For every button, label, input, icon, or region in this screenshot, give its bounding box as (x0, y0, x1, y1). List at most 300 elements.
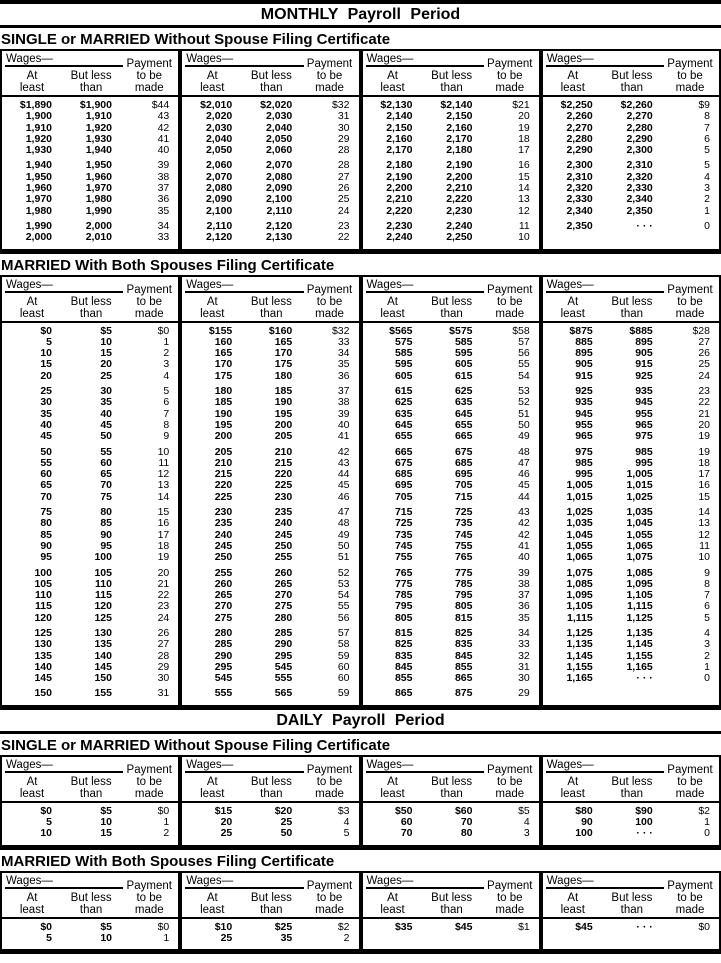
column-body (363, 919, 539, 938)
but-less-cell: $25 (274, 920, 293, 933)
at-least-cell: 1,910 (25, 121, 52, 134)
payment-header-label: Payment (126, 763, 172, 776)
payment-cell: 34 (518, 626, 530, 639)
table-row (2, 348, 178, 359)
to-be-made-header: to be made (134, 891, 164, 916)
payment-cell: 40 (337, 418, 350, 431)
payment-cell: 45 (518, 479, 530, 492)
at-least-header: At least (200, 295, 225, 320)
row-group (363, 447, 539, 503)
wage-subheaders (185, 773, 303, 800)
at-least-cell: 2,290 (566, 144, 593, 157)
at-least-cell: 10 (40, 347, 52, 360)
but-less-than-header: But less than (250, 891, 292, 916)
payment-cell: 29 (518, 687, 530, 700)
at-least-cell: $875 (569, 324, 593, 337)
payment-cell: 36 (337, 369, 350, 382)
but-less-cell: 235 (274, 506, 293, 519)
but-less-cell: 115 (95, 589, 112, 602)
to-be-made-header: to be made (315, 891, 344, 916)
at-least-cell: 175 (214, 369, 233, 382)
at-least-cell: 835 (394, 649, 413, 662)
but-less-cell: 725 (454, 506, 473, 519)
payment-cell: 17 (518, 144, 530, 157)
but-less-cell: 1,045 (626, 517, 653, 530)
payment-cell: 1 (163, 335, 170, 348)
but-less-cell: 855 (454, 660, 473, 673)
at-least-cell: 170 (214, 358, 233, 371)
but-less-cell: 995 (635, 456, 653, 469)
payment-cell: 0 (704, 827, 710, 840)
at-least-cell: $155 (208, 324, 233, 337)
payment-cell: 5 (704, 144, 710, 157)
table-row (543, 639, 719, 650)
table-row (2, 628, 178, 639)
payment-cell: 10 (518, 231, 530, 244)
payment-cell: 17 (157, 528, 170, 541)
payment-cell: 20 (518, 110, 530, 123)
but-less-cell: 80 (100, 506, 112, 519)
wage-column-group (539, 277, 719, 705)
but-less-cell: 735 (454, 517, 473, 530)
payment-cell: 23 (157, 600, 170, 613)
at-least-cell: 1,095 (566, 589, 593, 602)
but-less-cell: 1,025 (626, 490, 653, 503)
payment-cell: 4 (704, 626, 710, 639)
table-row (363, 232, 539, 243)
at-least-cell: 685 (394, 468, 413, 481)
at-least-cell: 1,980 (25, 204, 52, 217)
to-be-made-header: to be made (134, 295, 164, 320)
but-less-cell: 775 (454, 566, 473, 579)
table-row (543, 409, 719, 420)
but-less-cell: · · · (636, 920, 653, 933)
row-group (2, 326, 178, 382)
wage-column-group (2, 277, 178, 705)
column-body (363, 97, 539, 249)
at-least-header: At least (200, 70, 225, 94)
table-row (363, 922, 539, 933)
at-least-cell: 2,280 (566, 132, 593, 145)
column-header (2, 51, 178, 97)
to-be-made-header: to be made (675, 295, 705, 320)
but-less-cell: 925 (635, 369, 653, 382)
table-row (363, 552, 539, 563)
table-row (182, 431, 358, 442)
at-least-cell: 905 (575, 358, 593, 371)
at-least-cell: 160 (214, 335, 233, 348)
payment-cell: 52 (337, 566, 350, 579)
table-row (363, 386, 539, 397)
table-row (543, 601, 719, 612)
payment-cell: 55 (518, 358, 530, 371)
payment-cell: 1 (163, 816, 170, 829)
at-least-cell: 985 (575, 456, 593, 469)
payment-cell: 42 (157, 121, 170, 134)
but-less-cell: 1,075 (626, 551, 653, 564)
but-less-cell: 205 (274, 430, 293, 443)
at-least-cell: 100 (575, 827, 593, 840)
payment-cell: 12 (518, 204, 530, 217)
at-least-cell: 190 (214, 407, 233, 420)
payment-cell: 24 (157, 611, 170, 624)
but-less-cell: 565 (274, 687, 293, 700)
payment-cell: 13 (157, 479, 170, 492)
payment-cell: 11 (518, 219, 530, 232)
payment-cell: 30 (337, 121, 350, 134)
but-less-cell: 145 (94, 660, 112, 673)
table-row (2, 492, 178, 503)
but-less-cell: 80 (460, 827, 473, 840)
at-least-cell: $35 (394, 920, 413, 933)
table-row (2, 337, 178, 348)
at-least-cell: $0 (40, 920, 52, 933)
at-least-cell: 10 (40, 827, 52, 840)
table-row (363, 673, 539, 684)
row-group (543, 922, 719, 933)
row-group (182, 568, 358, 624)
at-least-cell: 1,025 (566, 506, 593, 519)
payment-cell: 22 (157, 589, 170, 602)
table-row (182, 420, 358, 431)
payment-cell: 38 (518, 577, 530, 590)
at-least-cell: 2,340 (566, 204, 593, 217)
at-least-cell: 2,260 (566, 110, 593, 123)
table-row (182, 206, 358, 217)
at-least-cell: 60 (40, 468, 52, 481)
at-least-cell: 250 (214, 551, 233, 564)
payment-cell: 5 (704, 159, 710, 172)
but-less-cell: 200 (274, 418, 293, 431)
payment-header (664, 759, 716, 799)
table-row (543, 194, 719, 205)
but-less-cell: 60 (100, 456, 112, 469)
at-least-cell: 1,930 (25, 144, 52, 157)
payment-cell: 42 (337, 445, 350, 458)
wage-subheaders (5, 773, 123, 800)
payment-cell: 60 (337, 672, 350, 685)
payment-cell: 18 (157, 539, 170, 552)
but-less-than-header: But less than (611, 891, 653, 916)
but-less-cell: 2,340 (626, 193, 653, 206)
at-least-cell: 2,220 (386, 204, 413, 217)
daily-married-table (0, 871, 721, 955)
table-row (182, 639, 358, 650)
table-row (363, 601, 539, 612)
at-least-cell: 2,210 (386, 193, 413, 206)
wage-column-group (178, 873, 358, 950)
table-row (2, 673, 178, 684)
at-least-cell: 130 (34, 638, 52, 651)
table-row (182, 111, 358, 122)
payment-cell: 5 (163, 385, 170, 398)
at-least-cell: 2,170 (386, 144, 413, 157)
column-header (2, 277, 178, 323)
wages-header-label: Wages— (5, 759, 123, 773)
at-least-cell: 180 (214, 385, 233, 398)
column-body (2, 803, 178, 845)
table-row (2, 194, 178, 205)
wages-header-label: Wages— (5, 279, 123, 293)
at-least-header: At least (19, 295, 45, 320)
but-less-cell: 2,180 (446, 144, 473, 157)
wages-header (366, 279, 484, 319)
table-row (182, 492, 358, 503)
wage-subheaders (366, 293, 484, 320)
payment-cell: 11 (699, 539, 710, 552)
at-least-cell: 2,100 (205, 204, 233, 217)
at-least-cell: 2,110 (206, 219, 233, 232)
at-least-cell: 635 (394, 407, 413, 420)
table-row (543, 397, 719, 408)
at-least-cell: 275 (214, 611, 233, 624)
at-least-cell: 245 (214, 539, 233, 552)
table-row (182, 469, 358, 480)
at-least-cell: 1,960 (25, 182, 52, 195)
payment-cell: 57 (518, 335, 530, 348)
at-least-cell: 85 (40, 528, 52, 541)
but-less-cell: 20 (100, 358, 112, 371)
table-row (182, 828, 358, 839)
row-group (543, 221, 719, 232)
payment-cell: $0 (698, 920, 710, 933)
at-least-header: At least (19, 891, 45, 916)
table-row (2, 530, 178, 541)
payment-cell: 38 (157, 170, 170, 183)
but-less-cell: 655 (454, 418, 473, 431)
but-less-cell: 1,035 (626, 506, 653, 519)
at-least-cell: $15 (214, 804, 233, 817)
payment-cell: 2 (704, 193, 710, 206)
but-less-cell: 265 (274, 577, 293, 590)
table-row (363, 480, 539, 491)
at-least-cell: 975 (575, 445, 593, 458)
payment-cell: 26 (157, 626, 170, 639)
at-least-cell: 2,030 (205, 121, 233, 134)
wages-header-label: Wages— (185, 53, 303, 67)
payment-cell: 35 (518, 611, 530, 624)
payment-cell: 37 (337, 385, 350, 398)
but-less-cell: 75 (100, 490, 112, 503)
table-row (543, 518, 719, 529)
at-least-cell: 90 (581, 816, 593, 829)
payment-cell: 0 (704, 219, 710, 232)
table-row (2, 420, 178, 431)
payment-cell: 43 (337, 456, 350, 469)
but-less-cell: 2,130 (265, 231, 293, 244)
but-less-cell: 70 (100, 479, 112, 492)
but-less-cell: 765 (454, 551, 473, 564)
at-least-header: At least (560, 891, 585, 916)
payment-cell: 4 (343, 816, 350, 829)
column-header (182, 757, 358, 803)
payment-cell: 3 (523, 827, 530, 840)
but-less-cell: 220 (274, 468, 293, 481)
table-row (2, 386, 178, 397)
payment-cell: $28 (692, 324, 710, 337)
payment-cell: 3 (704, 638, 710, 651)
wages-header (185, 875, 303, 915)
wage-subheaders (185, 67, 303, 94)
column-body (543, 97, 719, 237)
table-row (543, 431, 719, 442)
table-row (363, 359, 539, 370)
table-row (182, 348, 358, 359)
table-row (363, 348, 539, 359)
table-row (363, 507, 539, 518)
at-least-cell: 665 (394, 445, 413, 458)
row-group (2, 628, 178, 684)
payment-cell: 14 (698, 506, 710, 519)
but-less-cell: 35 (280, 931, 293, 944)
payment-cell: $44 (151, 99, 170, 111)
at-least-cell: 675 (394, 456, 413, 469)
table-row (2, 828, 178, 839)
daily-period-title: DAILY Payroll Period (0, 710, 721, 734)
but-less-cell: 15 (100, 827, 112, 840)
table-row (363, 194, 539, 205)
at-least-cell: 185 (214, 396, 233, 409)
at-least-cell: 115 (35, 600, 52, 613)
but-less-cell: 25 (280, 816, 293, 829)
but-less-cell: 190 (274, 396, 293, 409)
row-group (182, 507, 358, 563)
but-less-cell: 210 (274, 445, 293, 458)
but-less-cell: 150 (94, 672, 112, 685)
payment-cell: 27 (337, 170, 350, 183)
daily-married-heading: MARRIED With Both Spouses Filing Certificate (1, 852, 335, 870)
at-least-cell: 2,240 (386, 231, 413, 244)
row-group (363, 688, 539, 699)
at-least-cell: 845 (394, 660, 413, 673)
payment-cell: 12 (157, 468, 170, 481)
wage-subheaders (546, 889, 664, 916)
but-less-cell: 55 (100, 445, 112, 458)
at-least-cell: 5 (46, 335, 52, 348)
at-least-cell: 2,040 (205, 132, 233, 145)
but-less-than-header: But less than (431, 775, 473, 800)
payment-header-label: Payment (487, 763, 533, 776)
payment-header-label: Payment (487, 879, 533, 892)
table-row (543, 111, 719, 122)
at-least-cell: $0 (40, 324, 52, 337)
at-least-cell: 705 (394, 490, 413, 503)
but-less-cell: 585 (454, 335, 473, 348)
wages-header (5, 759, 123, 799)
payment-header-label: Payment (487, 283, 533, 296)
daily-single-heading: SINGLE or MARRIED Without Spouse Filing Certificate (1, 736, 391, 754)
table-row (363, 492, 539, 503)
payment-cell: 59 (337, 687, 350, 700)
to-be-made-header: to be made (134, 70, 164, 94)
payment-cell: 9 (163, 430, 170, 443)
table-row (2, 651, 178, 662)
at-least-cell: 1,005 (566, 479, 593, 492)
but-less-cell: 545 (274, 660, 293, 673)
but-less-cell: 975 (635, 430, 653, 443)
at-least-cell: 1,065 (566, 551, 593, 564)
payment-cell: 24 (698, 369, 710, 382)
table-row (2, 145, 178, 156)
table-row (2, 806, 178, 817)
row-group (182, 447, 358, 503)
wages-header-label: Wages— (546, 53, 664, 67)
at-least-cell: 855 (394, 672, 413, 685)
wages-header (366, 53, 484, 93)
table-row (2, 568, 178, 579)
wage-subheaders (5, 293, 123, 320)
but-less-cell: 1,165 (626, 660, 653, 673)
payment-cell: 22 (698, 396, 710, 409)
payment-cell: 22 (337, 231, 350, 244)
payment-cell: 19 (698, 430, 710, 443)
at-least-cell: 285 (214, 638, 233, 651)
at-least-cell: 2,080 (205, 182, 233, 195)
payment-header (484, 53, 536, 93)
but-less-than-header: But less than (250, 70, 292, 94)
at-least-cell: 95 (40, 551, 52, 564)
but-less-cell: 1,910 (85, 110, 112, 123)
at-least-cell: 695 (394, 479, 413, 492)
column-header (182, 873, 358, 919)
at-least-cell: 2,150 (386, 121, 413, 134)
table-row (182, 651, 358, 662)
table-row (363, 469, 539, 480)
but-less-cell: 645 (454, 407, 473, 420)
but-less-cell: $5 (100, 324, 112, 337)
payment-cell: 16 (518, 159, 530, 172)
at-least-cell: 80 (40, 517, 52, 530)
payment-cell: $32 (331, 99, 350, 111)
at-least-cell: 60 (400, 816, 413, 829)
but-less-cell: 105 (94, 566, 112, 579)
payment-cell: 36 (157, 193, 170, 206)
at-least-cell: 70 (40, 490, 52, 503)
payment-cell: 20 (698, 418, 710, 431)
but-less-cell: 70 (460, 816, 473, 829)
column-body (2, 323, 178, 705)
at-least-cell: 2,330 (566, 193, 593, 206)
payment-cell: 16 (698, 479, 710, 492)
payment-cell: 40 (518, 551, 530, 564)
at-least-cell: $50 (394, 804, 413, 817)
but-less-cell: 225 (274, 479, 293, 492)
wage-column-group (178, 757, 358, 845)
payment-cell: 60 (337, 660, 350, 673)
table-row (543, 359, 719, 370)
at-least-header: At least (200, 775, 225, 800)
wages-header-label: Wages— (185, 759, 303, 773)
at-least-cell: 1,950 (25, 170, 52, 183)
at-least-cell: 2,140 (386, 110, 413, 123)
payment-header-label: Payment (306, 283, 353, 296)
at-least-cell: 5 (46, 931, 52, 944)
table-row (543, 221, 719, 232)
wages-header (5, 279, 123, 319)
but-less-cell: 295 (274, 649, 293, 662)
payment-cell: 8 (163, 418, 170, 431)
wage-column-group (359, 51, 539, 249)
at-least-cell: 1,035 (566, 517, 593, 530)
but-less-cell: $5 (100, 920, 112, 933)
row-group (543, 507, 719, 563)
table-row (543, 673, 719, 684)
row-group (2, 386, 178, 442)
wages-header-label: Wages— (366, 759, 484, 773)
table-row (363, 458, 539, 469)
column-body (543, 803, 719, 845)
payment-cell: 30 (518, 672, 530, 685)
